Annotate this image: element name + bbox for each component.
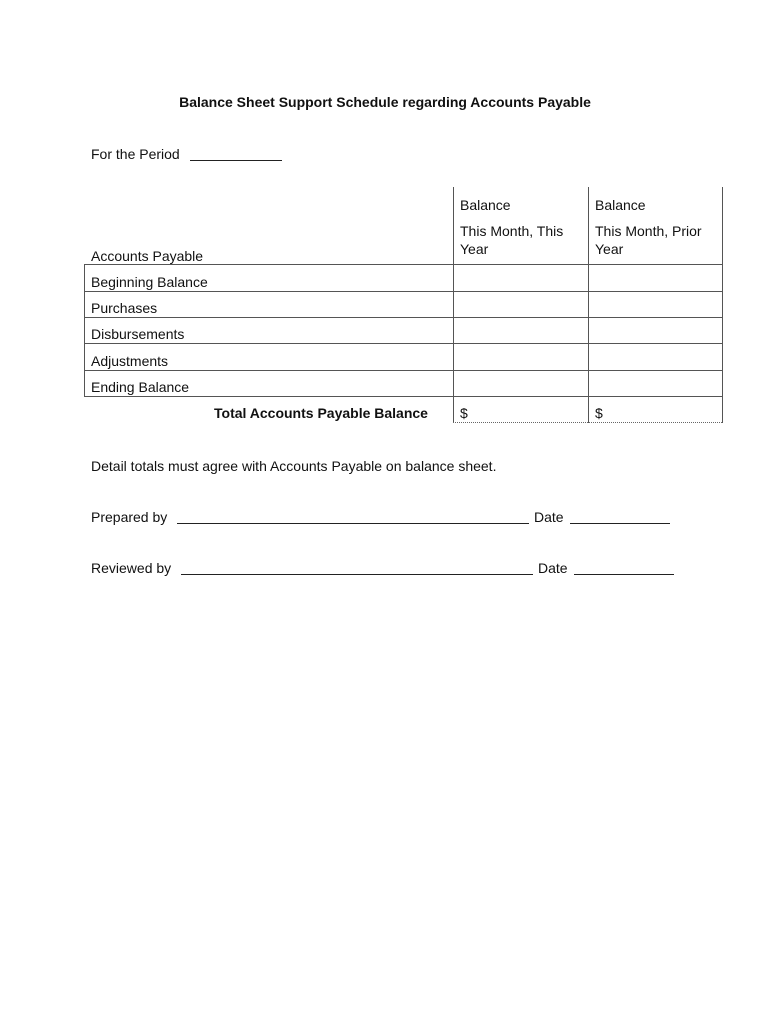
row-divider [84, 264, 722, 265]
row-divider [84, 343, 722, 344]
table-border-left [84, 264, 85, 397]
row-label-adjustments: Adjustments [91, 353, 169, 369]
total-label: Total Accounts Payable Balance [214, 405, 428, 421]
prepared-date-label: Date [534, 509, 564, 525]
prepared-date-field[interactable] [570, 523, 670, 524]
row-divider [84, 317, 722, 318]
row-label-purchases: Purchases [91, 300, 158, 316]
table-border-right [722, 187, 723, 423]
period-label: For the Period [91, 146, 180, 162]
row-label-disbursements: Disbursements [91, 326, 185, 342]
column-header-prior-year [595, 196, 719, 258]
total-this-year-currency: $ [460, 405, 468, 421]
reviewed-by-label: Reviewed by [91, 560, 172, 576]
column-heading: Balance [595, 197, 646, 213]
column-divider-2 [588, 187, 589, 423]
total-prior-year-currency: $ [595, 405, 603, 421]
column-heading: Balance [460, 197, 511, 213]
section-label: Accounts Payable [91, 248, 204, 264]
prepared-by-field[interactable] [177, 523, 529, 524]
reviewed-date-field[interactable] [574, 574, 674, 575]
column-header-this-year [460, 196, 584, 258]
column-subheading: This Month, This Year [460, 223, 564, 257]
row-label-ending-balance: Ending Balance [91, 379, 190, 395]
reviewed-by-field[interactable] [181, 574, 533, 575]
column-divider-1 [453, 187, 454, 423]
agreement-note: Detail totals must agree with Accounts Payable on balance sheet. [91, 458, 497, 474]
row-divider [84, 291, 722, 292]
row-divider [84, 370, 722, 371]
row-label-beginning-balance: Beginning Balance [91, 274, 208, 290]
document-title: Balance Sheet Support Schedule regarding Accounts Payable [179, 94, 591, 110]
total-underline [453, 422, 722, 423]
row-divider [84, 396, 722, 397]
prepared-by-label: Prepared by [91, 509, 168, 525]
column-subheading: This Month, Prior Year [595, 223, 702, 257]
reviewed-date-label: Date [538, 560, 568, 576]
period-field[interactable] [190, 160, 282, 161]
